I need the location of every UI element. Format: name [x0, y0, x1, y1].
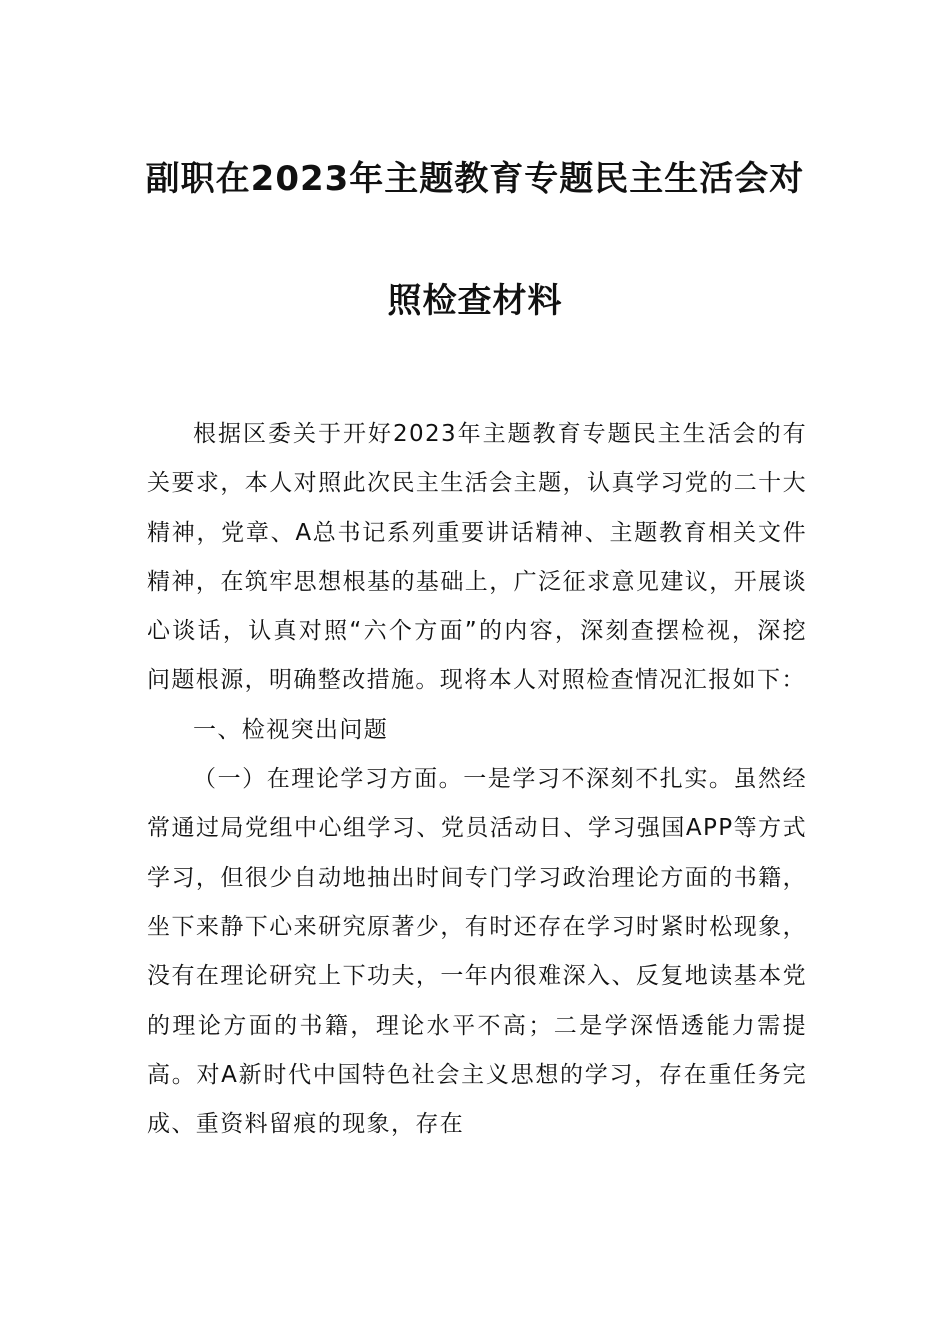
- document-title-line-2: 照检查材料: [387, 281, 563, 321]
- theory-study-paragraph: （一）在理论学习方面。一是学习不深刻不扎实。虽然经常通过局党组中心组学习、党员活动日、学习强国APP等方式学习，但很少自动地抽出时间专门学习政治理论方面的书籍，坐下来静下心来研究原著少，有时还存在学习时紧时松现象，没有在理论研究上下功夫，一年内很难深入、反复地读基本党的理论方面的书籍，理论水平不高；二是学深悟透能力需提高。对A新时代中国特色社会主义思想的学习，存在重任务完成、重资料留痕的现象，存在: [147, 766, 807, 1138]
- section-heading: 一、检视突出问题: [193, 716, 389, 743]
- document-title-line-1: 副职在2023年主题教育专题民主生活会对: [145, 159, 805, 199]
- document-body: [147, 410, 807, 1149]
- intro-paragraph: 根据区委关于开好2023年主题教育专题民主生活会的有关要求，本人对照此次民主生活会主题，认真学习党的二十大精神，党章、A总书记系列重要讲话精神、主题教育相关文件精神，在筑牢思想根基的基础上，广泛征求意见建议，开展谈心谈话，认真对照“六个方面”的内容，深刻查摆检视，深挖问题根源，明确整改措施。现将本人对照检查情况汇报如下：: [147, 421, 807, 694]
